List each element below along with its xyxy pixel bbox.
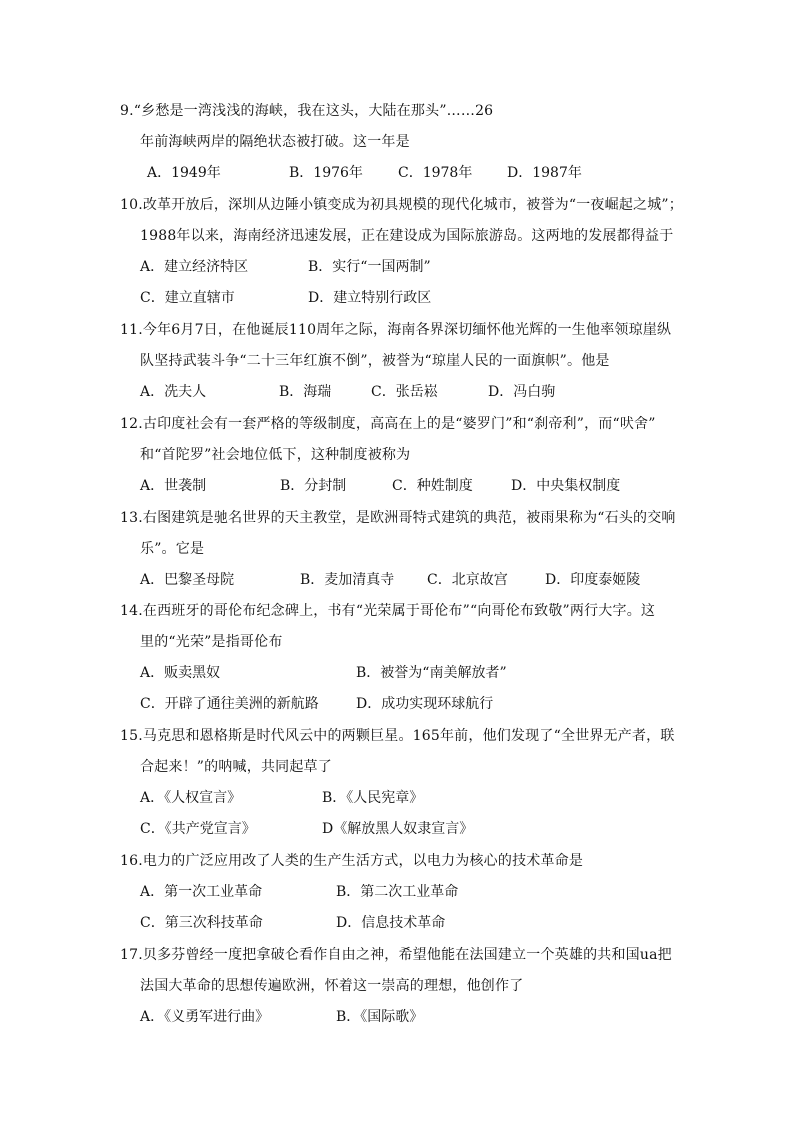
question-9-option-d: D．1987年 — [507, 165, 582, 181]
question-9-stem-line-2: 年前海峡两岸的隔绝状态被打破。这一年是 — [140, 134, 410, 150]
question-12-option-c: C．种姓制度 — [392, 478, 473, 494]
question-14-option-c: C．开辟了通往美洲的新航路 — [140, 696, 319, 712]
question-13-option-d: D．印度泰姬陵 — [545, 572, 641, 588]
question-14-option-b: B．被誉为“南美解放者” — [356, 665, 507, 681]
question-11-stem-line-2: 队坚持武装斗争“二十三年红旗不倒”，被誉为“琼崖人民的一面旗帜”。他是 — [140, 353, 610, 369]
question-10-option-b: B．实行“一国两制” — [308, 259, 431, 275]
question-10-stem-line-2: 1988年以来，海南经济迅速发展，正在建设成为国际旅游岛。这两地的发展都得益于 — [140, 228, 674, 244]
question-12-option-b: B．分封制 — [280, 478, 347, 494]
question-16-option-d: D．信息技术革命 — [336, 915, 446, 931]
question-14-option-a: A．贩卖黑奴 — [140, 665, 221, 681]
question-12-stem-line-2: 和“首陀罗”社会地位低下，这种制度被称为 — [140, 447, 411, 463]
question-10-option-a: A．建立经济特区 — [140, 259, 249, 275]
question-12-option-a: A．世袭制 — [140, 478, 207, 494]
question-13-option-c: C．北京故宫 — [427, 572, 508, 588]
question-15-option-a: A．《人权宣言》 — [140, 790, 242, 806]
question-14-option-d: D．成功实现环球航行 — [356, 696, 494, 712]
question-11-option-a: A．冼夫人 — [140, 384, 207, 400]
question-9-option-b: B．1976年 — [289, 165, 363, 181]
question-12-option-d: D．中央集权制度 — [511, 478, 621, 494]
question-10-option-d: D．建立特别行政区 — [308, 290, 432, 306]
question-15-stem-line-1: 15.马克思和恩格斯是时代风云中的两颗巨星。165年前，他们发现了“全世界无产者，联 — [120, 728, 675, 744]
question-11-option-c: C．张岳崧 — [371, 384, 438, 400]
question-16-option-a: A．第一次工业革命 — [140, 884, 263, 900]
question-16-option-b: B．第二次工业革命 — [336, 884, 459, 900]
question-17-option-a: A．《义勇军进行曲》 — [140, 1009, 270, 1025]
question-12-stem-line-1: 12.古印度社会有一套严格的等级制度，高高在上的是“婆罗门”和“刹帝利”，而“吠舍” — [120, 416, 656, 432]
question-10-stem-line-1: 10.改革开放后，深圳从边陲小镇变成为初具规模的现代化城市，被誉为“一夜崛起之城”； — [120, 197, 683, 213]
question-17-stem-line-2: 法国大革命的思想传遍欧洲，怀着这一崇高的理想，他创作了 — [140, 978, 524, 994]
question-15-stem-line-2: 合起来！”的呐喊，共同起草了 — [140, 759, 332, 775]
question-15-option-d: D《解放黑人奴隶宣言》 — [322, 821, 474, 837]
question-9-option-a: A．1949年 — [147, 165, 221, 181]
question-13-stem-line-2: 乐”。它是 — [140, 541, 205, 557]
question-13-option-a: A．巴黎圣母院 — [140, 572, 235, 588]
question-17-option-b: B．《国际歌》 — [336, 1009, 424, 1025]
question-11-option-d: D．冯白驹 — [488, 384, 556, 400]
question-15-option-b: B．《人民宪章》 — [322, 790, 424, 806]
question-11-stem-line-1: 11.今年6月7日，在他诞辰110周年之际，海南各界深切缅怀他光辉的一生他率领琼崖纵 — [120, 322, 672, 338]
question-10-option-c: C．建立直辖市 — [140, 290, 235, 306]
question-13-stem-line-1: 13.右图建筑是驰名世界的天主教堂，是欧洲哥特式建筑的典范，被雨果称为“石头的交响 — [120, 510, 676, 526]
question-9-option-c: C．1978年 — [398, 165, 473, 181]
question-15-option-c: C．《共产党宣言》 — [140, 821, 256, 837]
question-16-option-c: C．第三次科技革命 — [140, 915, 263, 931]
question-17-stem-line-1: 17.贝多芬曾经一度把拿破仑看作自由之神，希望他能在法国建立一个英雄的共和国ua把 — [120, 947, 672, 963]
question-9-stem-line-1: 9.“乡愁是一湾浅浅的海峡，我在这头，大陆在那头”……26 — [120, 103, 494, 119]
question-11-option-b: B．海瑞 — [279, 384, 332, 400]
question-13-option-b: B．麦加清真寺 — [300, 572, 395, 588]
question-16-stem-line-1: 16.电力的广泛应用改了人类的生产生活方式，以电力为核心的技术革命是 — [120, 853, 584, 869]
question-14-stem-line-1: 14.在西班牙的哥伦布纪念碑上，书有“光荣属于哥伦布”“向哥伦布致敬”两行大字。这 — [120, 603, 656, 619]
question-14-stem-line-2: 里的“光荣”是指哥伦布 — [140, 634, 283, 650]
